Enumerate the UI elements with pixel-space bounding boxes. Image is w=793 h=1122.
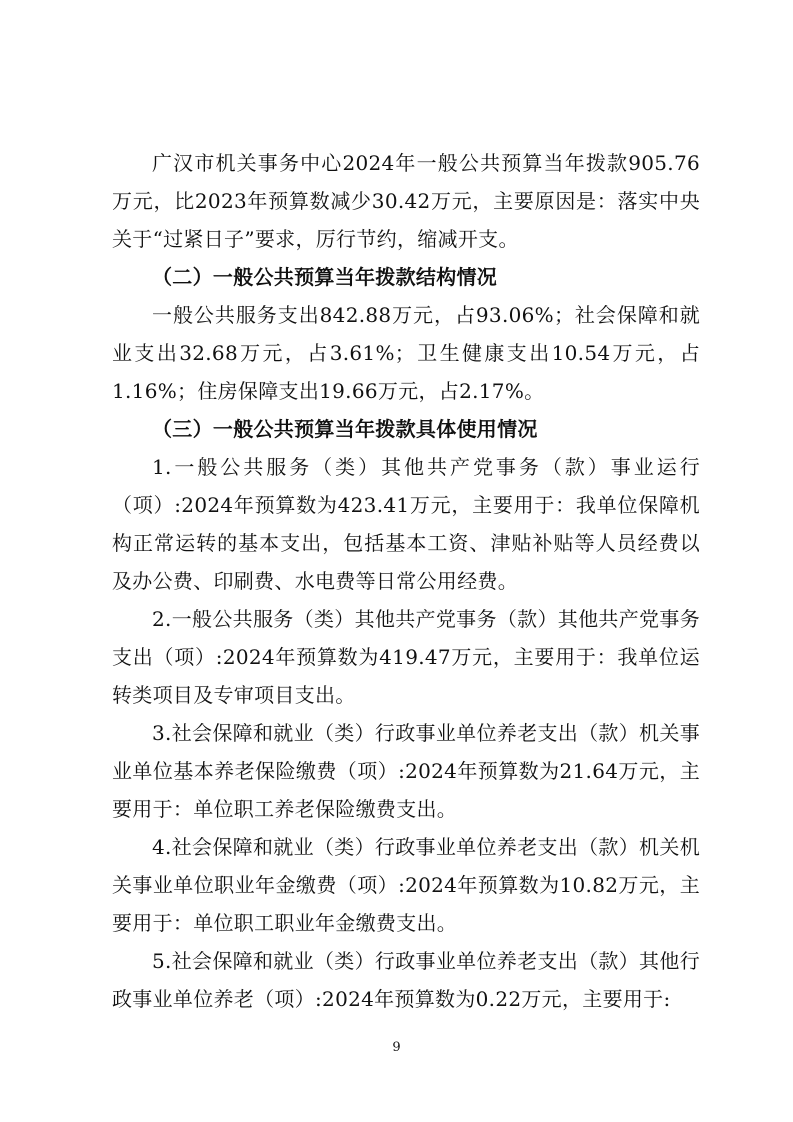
paragraph-budget-summary: 广汉市机关事务中心2024年一般公共预算当年拨款905.76万元，比2023年预算数减少30.42万元，主要原因是：落实中央关于“过紧日子”要求，厉行节约，缩减开支。 [112, 151, 700, 251]
paragraph-item-5: 5.社会保障和就业（类）行政事业单位养老支出（款）其他行政事业单位养老（项）:2024年预算数为0.22万元，主要用于: [112, 949, 700, 1011]
heading-usage: （三）一般公共预算当年拨款具体使用情况 [152, 417, 538, 441]
paragraph-item-1: 1.一般公共服务（类）其他共产党事务（款）事业运行（项）:2024年预算数为423.41万元，主要用于：我单位保障机构正常运转的基本支出，包括基本工资、津贴补贴等人员经费以及办公费、印刷费、水电费等日常公用经费。 [112, 455, 700, 593]
paragraph-structure: 一般公共服务支出842.88万元，占93.06%；社会保障和就业支出32.68万元，占3.61%；卫生健康支出10.54万元，占1.16%；住房保障支出19.66万元，占2.17%。 [112, 303, 700, 403]
paragraph-item-4: 4.社会保障和就业（类）行政事业单位养老支出（款）机关机关事业单位职业年金缴费（项）:2024年预算数为10.82万元，主要用于：单位职工职业年金缴费支出。 [112, 835, 700, 935]
heading-structure: （二）一般公共预算当年拨款结构情况 [152, 265, 498, 289]
paragraph-item-2: 2.一般公共服务（类）其他共产党事务（款）其他共产党事务支出（项）:2024年预算数为419.47万元，主要用于：我单位运转类项目及专审项目支出。 [112, 607, 700, 707]
paragraph-item-3: 3.社会保障和就业（类）行政事业单位养老支出（款）机关事业单位基本养老保险缴费（项）:2024年预算数为21.64万元，主要用于：单位职工养老保险缴费支出。 [112, 721, 700, 821]
document-body [112, 144, 700, 1018]
page-number: 9 [392, 1040, 401, 1055]
